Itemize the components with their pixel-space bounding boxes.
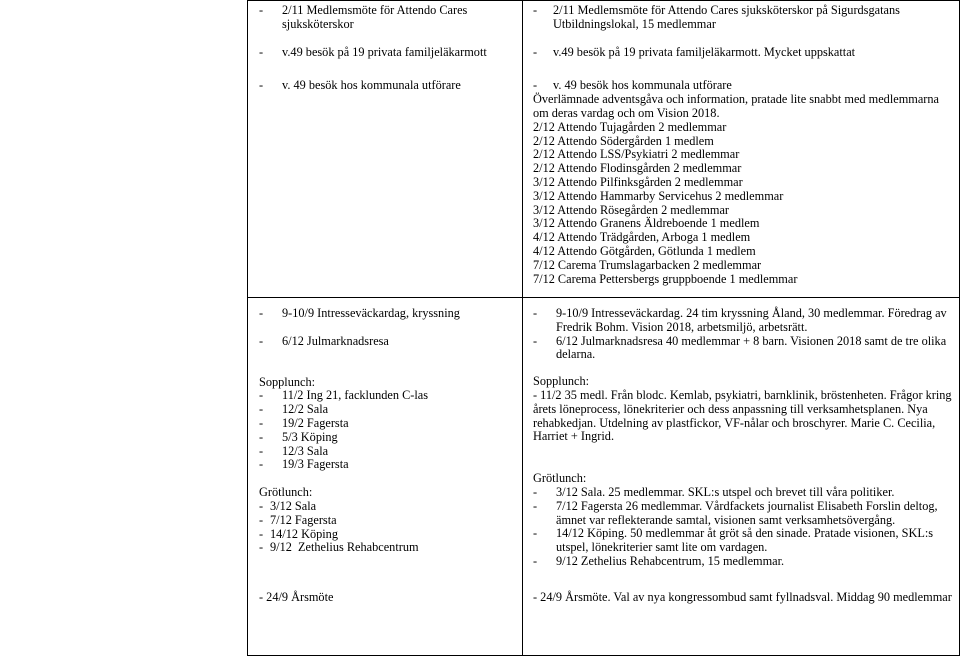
visit-paragraph: Överlämnade adventsgåva och information, pratade lite snabbt med medlemmarna om deras vardag och om Vision 2018.: [533, 92, 939, 120]
list-item-text: 2/11 Medlemsmöte för Attendo Cares sjuksköterskor: [282, 3, 468, 31]
row1-left-cell: [248, 1, 523, 298]
list-item: - 3/12 Sala. 25 medlemmar. SKL:s utspel och brevet till våra politiker.: [533, 486, 955, 500]
list-item-text: 9-10/9 Intresseväckardag, kryssning: [282, 306, 460, 320]
section-heading: Sopplunch:: [259, 374, 316, 389]
visit-item: 2/12 Attendo LSS/Psykiatri 2 medlemmar: [533, 147, 740, 162]
list-item: - 7/12 Fagersta: [259, 514, 518, 528]
list-item: - v. 49 besök hos kommunala utförare: [533, 79, 955, 93]
list-item: - 19/2 Fagersta: [259, 417, 518, 431]
list-item-text: v.49 besök på 19 privata familjeläkarmott. Mycket uppskattat: [553, 44, 856, 59]
list-item: - 14/12 Köping. 50 medlemmar åt gröt så den sinade. Pratade visionen, SKL:s utspel, lönekriterier samt lite om vardagen.: [533, 527, 955, 555]
list-item: - 14/12 Köping: [259, 528, 518, 542]
list-item-text: 3/12 Sala. 25 medlemmar. SKL:s utspel och brevet till våra politiker.: [556, 484, 895, 499]
row2-left-cell: [248, 298, 523, 656]
list-item: - 6/12 Julmarknadsresa: [259, 335, 518, 349]
list-item: - 6/12 Julmarknadsresa 40 medlemmar + 8 barn. Visionen 2018 samt de tre olika delarna.: [533, 335, 955, 363]
list-item-text: 7/12 Fagersta: [270, 512, 337, 527]
visit-item: 2/12 Attendo Flodinsgården 2 medlemmar: [533, 161, 742, 176]
section-heading: Grötlunch:: [259, 485, 313, 500]
list-item-text: 14/12 Köping. 50 medlemmar åt gröt så den sinade. Pratade visionen, SKL:s utspel, lönekriterier samt lite om vardagen.: [556, 526, 934, 555]
list-item: - v.49 besök på 19 privata familjeläkarmott. Mycket uppskattat: [533, 46, 955, 60]
visit-item: 3/12 Attendo Pilfinksgården 2 medlemmar: [533, 174, 743, 189]
list-item-text: 14/12 Köping: [270, 526, 338, 541]
list-item-text: 2/11 Medlemsmöte för Attendo Cares sjuksköterskor på Sigurdsgatans Utbildningslokal, 15 medlemmar: [553, 3, 900, 31]
visit-item: 4/12 Attendo Trädgården, Arboga 1 medlem: [533, 230, 751, 245]
list-item: - 19/3 Fagersta: [259, 458, 518, 472]
list-item: - 5/3 Köping: [259, 431, 518, 445]
list-item-text: v. 49 besök hos kommunala utförare: [553, 78, 732, 93]
row2-right-cell: [523, 298, 960, 656]
list-item-text: 5/3 Köping: [282, 429, 338, 444]
section-heading: Sopplunch:: [533, 374, 590, 389]
list-item: - 3/12 Sala: [259, 500, 518, 514]
arsmote-item: - 24/9 Årsmöte: [259, 590, 334, 605]
visit-item: 7/12 Carema Pettersbergs gruppboende 1 medlemmar: [533, 271, 798, 286]
table-row: [248, 1, 960, 298]
list-item: - 9-10/9 Intresseväckardag. 24 tim kryssning Åland, 30 medlemmar. Föredrag av Fredrik Bohm. Vision 2018, arbetsmiljö, arbetsrätt.: [533, 307, 955, 335]
list-item-text: 9/12 Zethelius Rehabcentrum: [270, 540, 419, 555]
list-item-text: 7/12 Fagersta 26 medlemmar. Vårdfackets journalist Elisabeth Forslin deltog, ämnet var reflekterande samtal, visionen samt verksamhetsövergång.: [556, 498, 938, 527]
list-item-text: 19/3 Fagersta: [282, 457, 349, 472]
list-item-text: 9-10/9 Intresseväckardag. 24 tim kryssning Åland, 30 medlemmar. Föredrag av Fredrik Bohm. Vision 2018, arbetsmiljö, arbetsrätt.: [556, 306, 947, 334]
list-item: - v. 49 besök hos kommunala utförare: [259, 79, 518, 93]
list-item-text: 3/12 Sala: [270, 498, 317, 513]
visit-item: 3/12 Attendo Rösegården 2 medlemmar: [533, 202, 730, 217]
list-item: - 2/11 Medlemsmöte för Attendo Cares sjuksköterskor: [259, 4, 518, 32]
visit-list: [533, 121, 955, 287]
visit-item: 3/12 Attendo Granens Äldreboende 1 medlem: [533, 216, 760, 231]
list-item-text: 12/3 Sala: [282, 443, 329, 458]
list-item: - 12/2 Sala: [259, 403, 518, 417]
visit-item: 3/12 Attendo Hammarby Servicehus 2 medlemmar: [533, 188, 784, 203]
section-heading: Grötlunch:: [533, 471, 587, 486]
list-item: - 7/12 Fagersta 26 medlemmar. Vårdfackets journalist Elisabeth Forslin deltog, ämnet var reflekterande samtal, visionen samt verksamhetsövergång.: [533, 500, 955, 528]
list-item: - 2/11 Medlemsmöte för Attendo Cares sjuksköterskor på Sigurdsgatans Utbildningslokal, 15 medlemmar: [533, 4, 955, 32]
activity-report-table: [247, 0, 960, 656]
arsmote-item: - 24/9 Årsmöte. Val av nya kongressombud samt fyllnadsval. Middag 90 medlemmar: [533, 589, 952, 604]
list-item-text: 11/2 Ing 21, facklunden C-las: [282, 388, 429, 403]
list-item: - 9-10/9 Intresseväckardag, kryssning: [259, 307, 518, 321]
visit-item: 7/12 Carema Trumslagarbacken 2 medlemmar: [533, 257, 762, 272]
list-item: - 9/12 Zethelius Rehabcentrum: [259, 541, 518, 555]
visit-item: 2/12 Attendo Södergården 1 medlem: [533, 133, 714, 148]
list-item-text: 9/12 Zethelius Rehabcentrum, 15 medlemmar.: [556, 553, 785, 568]
sopplunch-paragraph: - 11/2 35 medl. Från blodc. Kemlab, psykiatri, barnklinik, bröstenheten. Frågor kring årets löneprocess, lönekriterier och dess anpassning till verksamhetsplanen. Nya rehabkedjan. Utdelning av plastfickor, VF-nålar och broschyrer. Marie C. Cecilia, Harriet + Ingrid.: [533, 387, 952, 444]
list-item-text: 6/12 Julmarknadsresa: [282, 333, 389, 348]
table-row: [248, 298, 960, 656]
list-item: - 12/3 Sala: [259, 445, 518, 459]
visit-item: 2/12 Attendo Tujagården 2 medlemmar: [533, 119, 727, 134]
list-item-text: 6/12 Julmarknadsresa 40 medlemmar + 8 barn. Visionen 2018 samt de tre olika delarna.: [556, 333, 947, 362]
list-item: - 11/2 Ing 21, facklunden C-las: [259, 389, 518, 403]
visit-item: 4/12 Attendo Götgården, Götlunda 1 medlem: [533, 243, 756, 258]
list-item-text: 19/2 Fagersta: [282, 415, 349, 430]
row1-right-cell: [523, 1, 960, 298]
list-item: - 9/12 Zethelius Rehabcentrum, 15 medlemmar.: [533, 555, 955, 569]
list-item-text: v.49 besök på 19 privata familjeläkarmott: [282, 44, 487, 59]
list-item-text: v. 49 besök hos kommunala utförare: [282, 78, 461, 93]
list-item: - v.49 besök på 19 privata familjeläkarmott: [259, 46, 518, 60]
list-item-text: 12/2 Sala: [282, 402, 329, 417]
